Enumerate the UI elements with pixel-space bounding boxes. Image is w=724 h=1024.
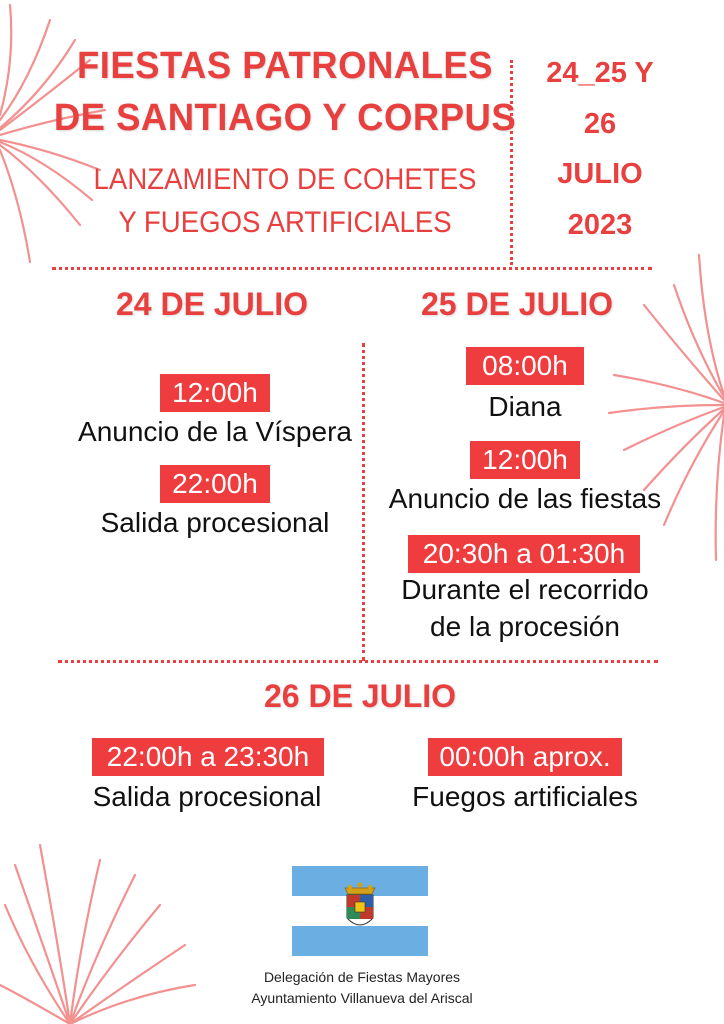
title-line-1: FIESTAS PATRONALES — [76, 45, 494, 87]
day25-time-2: 12:00h — [470, 441, 580, 479]
header-divider-vertical — [510, 60, 513, 265]
days-divider-horizontal — [58, 660, 658, 663]
subtitle-line-2: Y FUEGOS ARTIFICIALES — [118, 206, 452, 239]
day24-time-2: 22:00h — [160, 465, 270, 503]
day24-time-1: 12:00h — [160, 374, 270, 412]
day24-desc-2: Salida procesional — [100, 507, 330, 538]
days-divider-vertical — [362, 343, 365, 661]
day25-desc-3-line-2: de la procesión — [430, 611, 620, 642]
date-days: 24_25 Y — [546, 57, 654, 89]
day25-desc-1: Diana — [488, 391, 562, 422]
day25-heading: 25 DE JULIO — [420, 286, 614, 322]
day25-desc-3-line-1: Durante el recorrido — [401, 574, 649, 605]
firework-bottom-left-icon — [0, 835, 200, 1024]
header-divider-horizontal — [52, 267, 652, 270]
day24-desc-1: Anuncio de la Víspera — [78, 416, 352, 447]
day26-desc-1: Salida procesional — [92, 781, 322, 812]
day24-heading: 24 DE JULIO — [115, 286, 309, 322]
date-month: JULIO — [557, 158, 643, 190]
subtitle-line-1: LANZAMIENTO DE COHETES — [93, 163, 477, 196]
day26-time-1: 22:00h a 23:30h — [92, 738, 324, 776]
day25-desc-2: Anuncio de las fiestas — [388, 483, 662, 514]
day26-heading: 26 DE JULIO — [263, 678, 457, 714]
title-line-2: DE SANTIAGO Y CORPUS — [53, 97, 517, 139]
footer-line-1: Delegación de Fiestas Mayores — [263, 969, 461, 985]
day25-time-1: 08:00h — [466, 347, 584, 385]
date-year: 2023 — [567, 209, 633, 241]
coat-of-arms-icon — [345, 883, 375, 926]
day26-time-2: 00:00h aprox. — [428, 738, 622, 776]
day25-time-3: 20:30h a 01:30h — [408, 535, 640, 573]
municipal-flag-icon — [292, 866, 428, 956]
date-day-26: 26 — [583, 108, 617, 140]
day26-desc-2: Fuegos artificiales — [412, 781, 638, 812]
footer-line-2: Ayuntamiento Villanueva del Ariscal — [251, 990, 473, 1006]
